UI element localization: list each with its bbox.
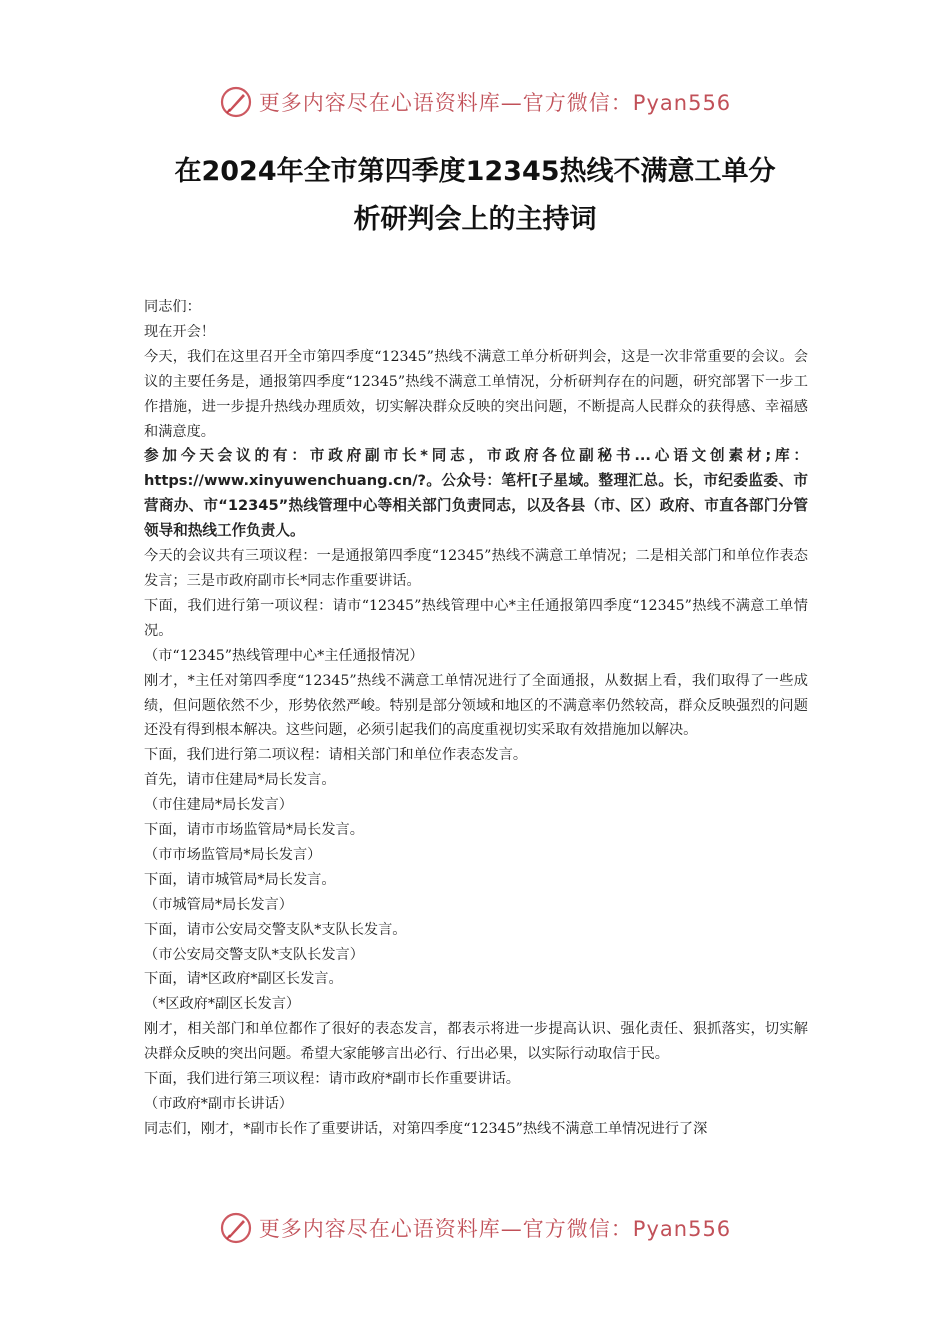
header-watermark-banner xyxy=(0,82,950,122)
paragraph: （*区政府*副区长发言） xyxy=(144,996,301,1013)
quill-logo-icon xyxy=(219,85,253,119)
paragraph: （市城管局*局长发言） xyxy=(144,896,293,913)
footer-watermark-banner xyxy=(0,1208,950,1248)
paragraph: 刚才，*主任对第四季度“12345”热线不满意工单情况进行了全面通报，从数据上看，我们取得了一些成绩，但问题依然不少，形势依然严峻。特别是部分领域和地区的不满意率仍然较高，群众反映强烈的问题还没有得到根本解决。这些问题，必须引起我们的高度重视切实采取有效措施加以解决。 xyxy=(144,672,808,739)
paragraph: 刚才，相关部门和单位都作了很好的表态发言，都表示将进一步提高认识、强化责任、狠抓落实，切实解决群众反映的突出问题。希望大家能够言出必行、行出必果，以实际行动取信于民。 xyxy=(144,1021,808,1063)
paragraph: 同志们，刚才，*副市长作了重要讲话，对第四季度“12345”热线不满意工单情况进行了深 xyxy=(144,1120,708,1137)
paragraph: 现在开会！ xyxy=(144,323,215,340)
paragraph: （市公安局交警支队*支队长发言） xyxy=(144,946,364,963)
paragraph: 下面，请市城管局*局长发言。 xyxy=(144,871,336,888)
paragraph: 同志们： xyxy=(144,299,201,315)
quill-logo-icon xyxy=(219,1211,253,1245)
paragraph: 下面，请*区政府*副区长发言。 xyxy=(144,971,343,988)
paragraph: 下面，请市市场监管局*局长发言。 xyxy=(144,822,364,839)
paragraph: （市住建局*局长发言） xyxy=(144,797,293,814)
paragraph: 下面，我们进行第三项议程：请市政府*副市长作重要讲话。 xyxy=(144,1071,520,1088)
paragraph: 今天，我们在这里召开全市第四季度“12345”热线不满意工单分析研判会，这是一次非常重要的会议。会议的主要任务是，通报第四季度“12345”热线不满意工单情况，分析研判存在的问题，研究部署下一步工作措施，进一步提升热线办理质效，切实解决群众反映的突出问题，不断提高人民群众的获得感、幸福感和满意度。 xyxy=(144,348,808,440)
paragraph: 今天的会议共有三项议程：一是通报第四季度“12345”热线不满意工单情况；二是相关部门和单位作表态发言；三是市政府副市长*同志作重要讲话。 xyxy=(144,548,808,589)
title-line-2: 析研判会上的主持词 xyxy=(353,204,597,235)
paragraph: （市“12345”热线管理中心*主任通报情况） xyxy=(144,647,424,664)
watermark-text: 更多内容尽在心语资料库—官方微信：Pyan556 xyxy=(258,91,732,115)
paragraph: （市政府*副市长讲话） xyxy=(144,1096,293,1112)
paragraph: 下面，我们进行第二项议程：请相关部门和单位作表态发言。 xyxy=(144,747,528,764)
paragraph: （市市场监管局*局长发言） xyxy=(144,846,322,863)
watermark-text: 更多内容尽在心语资料库—官方微信：Pyan556 xyxy=(258,1217,732,1241)
document-body xyxy=(144,295,808,1142)
paragraph: 下面，我们进行第一项议程：请市“12345”热线管理中心*主任通报第四季度“12345”热线不满意工单情况。 xyxy=(144,597,808,639)
paragraph: 下面，请市公安局交警支队*支队长发言。 xyxy=(144,921,407,938)
paragraph: 首先，请市住建局*局长发言。 xyxy=(144,772,336,789)
paragraph: 参加今天会议的有：市政府副市长*同志，市政府各位副秘书...心语文创素材;库：https://www.xinyuwenchuang.cn/?。公众号：笔杆[子星域。整理汇总。长，市纪委监委、市营商办、市“12345”热线管理中心等相关部门负责同志，以及各县（市、区）政府、市直各部门分管领导和热线工作负责人。 xyxy=(144,447,808,540)
document-title xyxy=(120,148,830,244)
title-line-1: 在2024年全市第四季度12345热线不满意工单分 xyxy=(174,156,776,187)
